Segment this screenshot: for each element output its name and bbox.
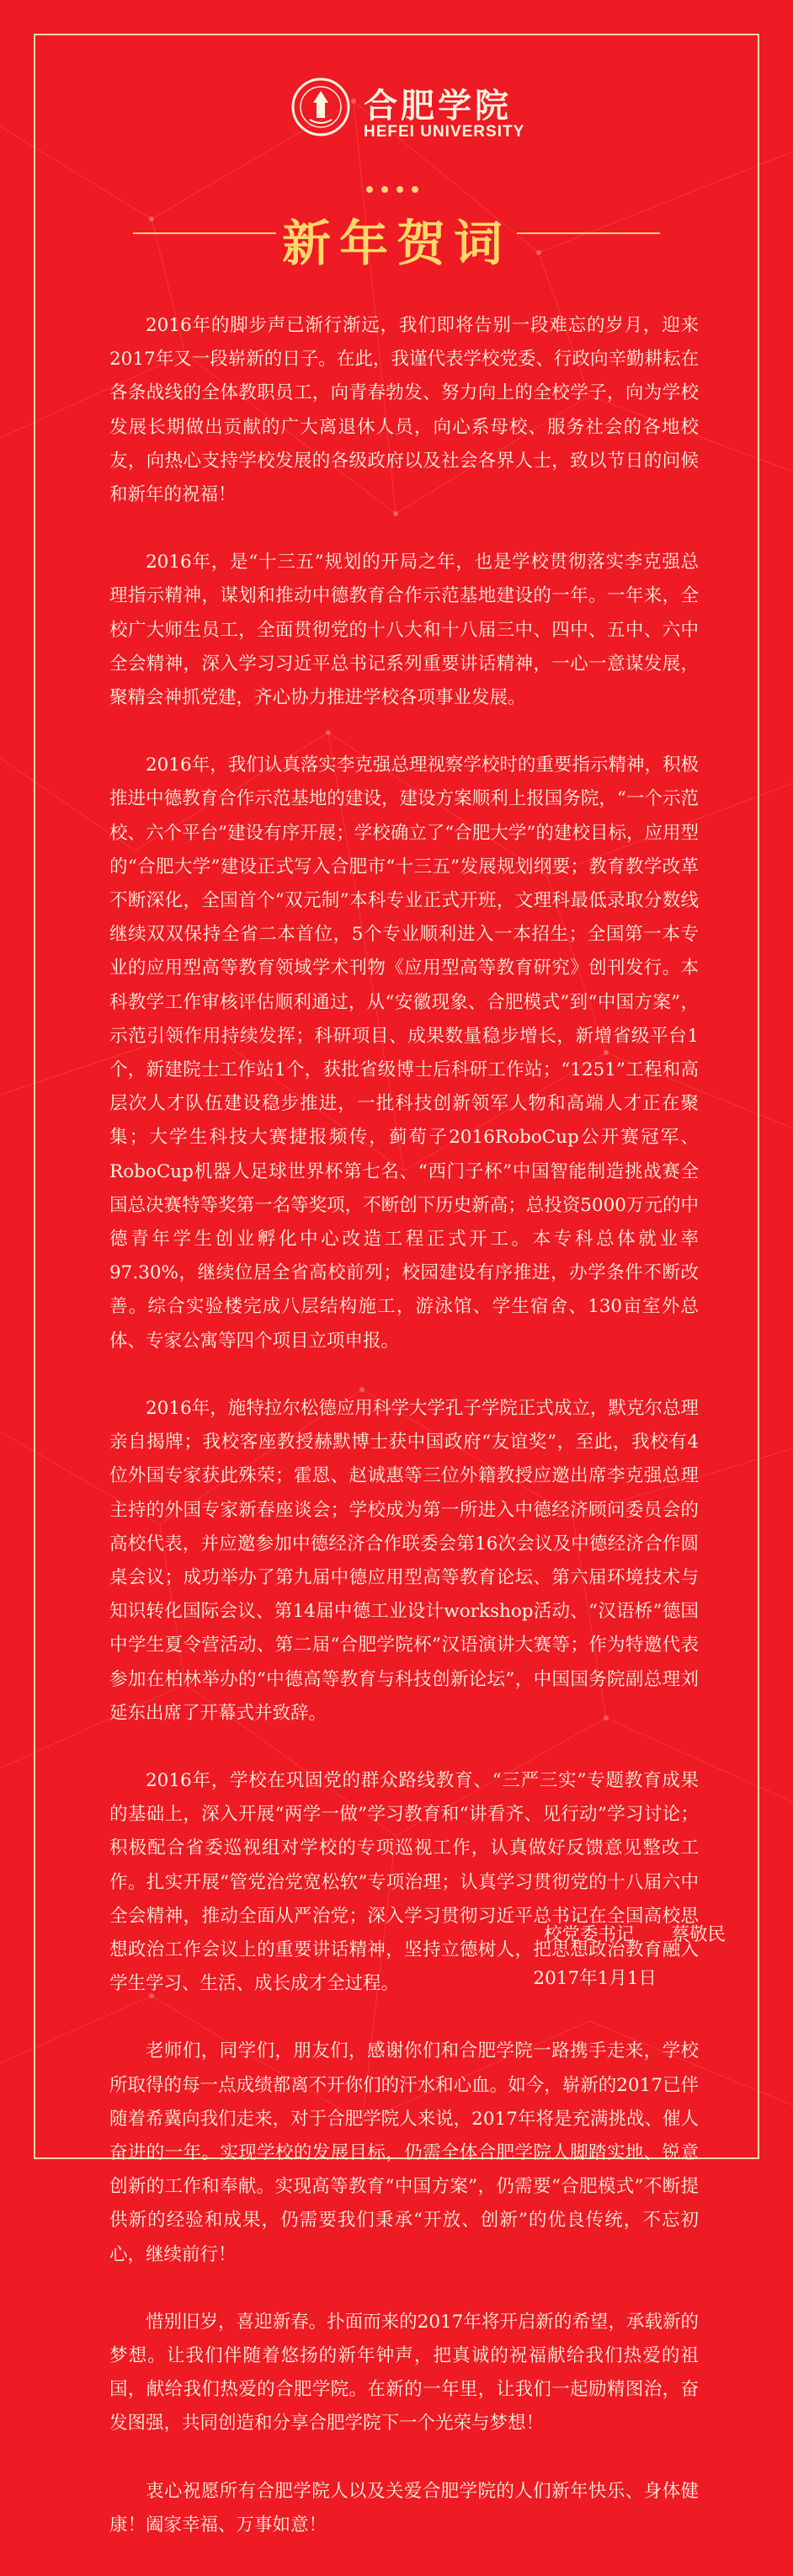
title-block	[34, 184, 759, 276]
paragraph: 2016年，我们认真落实李克强总理视察学校时的重要指示精神，积极推进中德教育合作示范基地的建设，建设方案顺利上报国务院，“一个示范校、六个平台”建设有序开展；学校确立了“合肥大学”的建校目标，应用型的“合肥大学”建设正式写入合肥市“十三五”发展规划纲要；教育教学改革不断深化，全国首个“双元制”本科专业正式开班，文理科最低录取分数线继续双双保持全省二本首位，5个专业顺利进入一本招生；全国第一本专业的应用型高等教育领域学术刊物《应用型高等教育研究》创刊发行。本科教学工作审核评估顺利通过，从“安徽现象、合肥模式”到“中国方案”，示范引领作用持续发挥；科研项目、成果数量稳步增长，新增省级平台1个，新建院士工作站1个，获批省级博士后科研工作站；“1251”工程和高层次人才队伍建设稳步推进，一批科技创新领军人物和高端人才正在聚集；大学生科技大赛捷报频传，蓟荀子2016RoboCup公开赛冠军、RoboCup机器人足球世界杯第七名、“西门子杯”中国智能制造挑战赛全国总决赛特等奖第一名等奖项，不断创下历史新高；总投资5000万元的中德青年学生创业孵化中心改造工程正式开工。本专科总体就业率97.30%，继续位居全省高校前列；校园建设有序推进，办学条件不断改善。综合实验楼完成八层结构施工，游泳馆、学生宿舍、130亩室外总体、专家公寓等四个项目立项申报。	[109, 755, 699, 1352]
university-logo	[34, 67, 759, 160]
letter-body	[109, 309, 699, 2576]
paragraph: 2016年，施特拉尔松德应用科学大学孔子学院正式成立，默克尔总理亲自揭牌；我校客座教授赫默博士获中国政府“友谊奖”，至此，我校有4位外国专家获此殊荣；霍恩、赵诚惠等三位外籍教授应邀出席李克强总理主持的外国专家新春座谈会；学校成为第一所进入中德经济顾问委员会的高校代表，并应邀参加中德经济合作联委会第16次会议及中德经济合作圆桌会议；成功举办了第九届中德应用型高等教育论坛、第六届环境技术与知识转化国际会议、第14届中德工业设计workshop活动、“汉语桥”德国中学生夏令营活动、第二届“合肥学院杯”汉语演讲大赛等；作为特邀代表参加在柏林举办的“中德高等教育与科技创新论坛”，中国国务院副总理刘延东出席了开幕式并致辞。	[109, 1397, 699, 1724]
signatory-name: 蔡敬民	[671, 1924, 726, 1945]
paragraph: 2016年，是“十三五”规划的开局之年，也是学校贯彻落实李克强总理指示精神，谋划和推动中德教育合作示范基地建设的一年。一年来，全校广大师生员工，全面贯彻党的十八大和十八届三中、四中、五中、六中全会精神，深入学习习近平总书记系列重要讲话精神，一心一意谋发展，聚精会神抓党建，齐心协力推进学校各项事业发展。	[109, 552, 699, 709]
greeting-card	[34, 34, 759, 2536]
signature-line	[34, 1918, 726, 1952]
paragraph: 衷心祝愿所有合肥学院人以及关爱合肥学院的人们新年快乐、身体健康！阖家幸福、万事如意！	[109, 2480, 699, 2536]
university-seal-icon	[291, 77, 350, 136]
university-name-en: HEFEI UNIVERSITY	[364, 123, 525, 141]
signatory-title: 校党委书记	[543, 1924, 635, 1945]
page-title: 新年贺词	[281, 215, 511, 272]
paragraph: 惜别旧岁，喜迎新春。扑面而来的2017年将开启新的希望，承载新的梦想。让我们伴随着悠扬的新年钟声，把真诚的祝福献给我们热爱的祖国，献给我们热爱的合肥学院。在新的一年里，让我们一起励精图治，奋发图强，共同创造和分享合肥学院下一个光荣与梦想！	[109, 2311, 699, 2435]
university-name-cn: 合肥学院	[364, 86, 512, 125]
letter-date: 2017年1月1日	[533, 1968, 657, 1989]
paragraph: 2016年，学校在巩固党的群众路线教育、“三严三实”专题教育成果的基础上，深入开展“两学一做”学习教育和“讲看齐、见行动”学习讨论；积极配合省委巡视组对学校的专项巡视工作，认真做好反馈意见整改工作。扎实开展“管党治党宽松软”专项治理；认真学习贯彻党的十八届六中全会精神，推动全面从严治党；深入学习贯彻习近平总书记在全国高校思想政治工作会议上的重要讲话精神，坚持立德树人，把思想政治教育融入学生学习、生活、成长成才全过程。	[109, 1769, 699, 1995]
paragraph: 老师们，同学们，朋友们，感谢你们和合肥学院一路携手走来，学校所取得的每一点成绩都离不开你们的汗水和心血。如今，崭新的2017已伴随着希冀向我们走来，对于合肥学院人来说，2017年将是充满挑战、催人奋进的一年。实现学校的发展目标，仍需全体合肥学院人脚踏实地、锐意创新的工作和奉献。实现高等教育“中国方案”，仍需要“合肥模式”不断提供新的经验和成果，仍需要我们秉承“开放、创新”的优良传统，不忘初心，继续前行！	[109, 2040, 699, 2265]
title-divider-right	[517, 232, 660, 234]
paragraph: 2016年的脚步声已渐行渐远，我们即将告别一段难忘的岁月，迎来2017年又一段崭新的日子。在此，我谨代表学校党委、行政向辛勤耕耘在各条战线的全体教职员工，向青春勃发、努力向上的全校学子，向为学校发展长期做出贡献的广大离退休人员，向心系母校、服务社会的各地校友，向热心支持学校发展的各级政府以及社会各界人士，致以节日的问候和新年的祝福！	[109, 315, 699, 506]
title-dots	[354, 184, 439, 197]
